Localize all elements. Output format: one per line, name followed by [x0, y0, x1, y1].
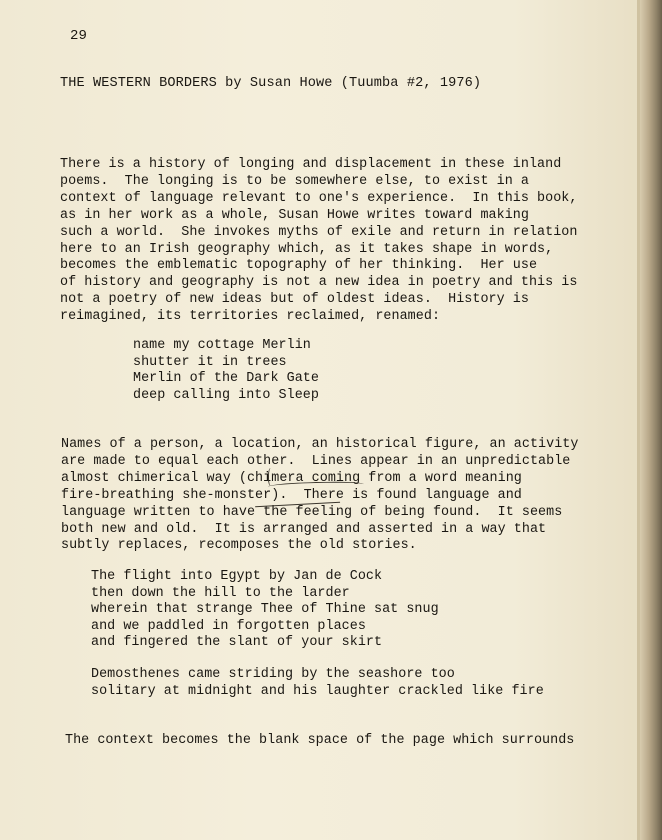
text-line: becomes the emblematic topography of her thinking. Her use [60, 258, 538, 274]
text-line: The context becomes the blank space of the page which surrounds [65, 733, 575, 748]
text-line: Names of a person, a location, an historical figure, an activity [61, 437, 579, 452]
text-line: context of language relevant to one's experience. In this book, [60, 190, 578, 206]
text-line: almost chimerical way (chimera coming from a word meaning [61, 470, 522, 486]
text-line: language written to have the feeling of being found. It seems [61, 504, 563, 520]
poem-line: solitary at midnight and his laughter crackled like fire [91, 683, 544, 699]
poem-line: then down the hill to the larder [91, 585, 350, 601]
text-line: subtly replaces, recomposes the old stories. [61, 538, 417, 554]
pencil-mark [268, 468, 275, 486]
text-line: are made to equal each other. Lines appear in an unpredictable [61, 453, 571, 469]
text-line: both new and old. It is arranged and asserted in a way that [61, 521, 547, 537]
poem-quote-2 [91, 569, 439, 652]
poem-line: and fingered the slant of your skirt [91, 635, 383, 650]
poem-line: Merlin of the Dark Gate [133, 371, 319, 386]
text-line: not a poetry of new ideas but of oldest ideas. History is [60, 292, 529, 308]
page-number: 29 [70, 28, 88, 44]
text-line: There is a history of longing and displacement in these inland [60, 157, 562, 172]
poem-line: wherein that strange Thee of Thine sat snug [91, 602, 439, 617]
section-title: THE WESTERN BORDERS by Susan Howe (Tuumba #2, 1976) [60, 76, 482, 91]
paragraph-1 [60, 157, 577, 326]
text-line: reimagined, its territories reclaimed, renamed: [60, 309, 441, 325]
text-line: here to an Irish geography which, as it takes shape in words, [60, 241, 554, 257]
poem-quote-3 [91, 667, 544, 700]
text-line: of history and geography is not a new idea in poetry and this is [60, 275, 578, 291]
text-line: poems. The longing is to be somewhere else, to exist in a [60, 173, 529, 189]
paragraph-2 [61, 437, 578, 555]
text-line: such a world. She invokes myths of exile and return in relation [60, 224, 578, 240]
paragraph-3 [65, 733, 574, 750]
poem-line: name my cottage Merlin [133, 338, 311, 353]
poem-line: The flight into Egypt by Jan de Cock [91, 569, 383, 584]
poem-quote-1 [133, 338, 319, 404]
poem-line: Demosthenes came striding by the seashore too [91, 667, 455, 682]
text-line: as in her work as a whole, Susan Howe writes toward making [60, 207, 529, 223]
text-line: fire-breathing she-monster). There is found language and [61, 487, 522, 503]
poem-line: deep calling into Sleep [133, 387, 319, 403]
book-gutter [640, 0, 662, 840]
poem-line: and we paddled in forgotten places [91, 618, 366, 634]
poem-line: shutter it in trees [133, 354, 287, 370]
